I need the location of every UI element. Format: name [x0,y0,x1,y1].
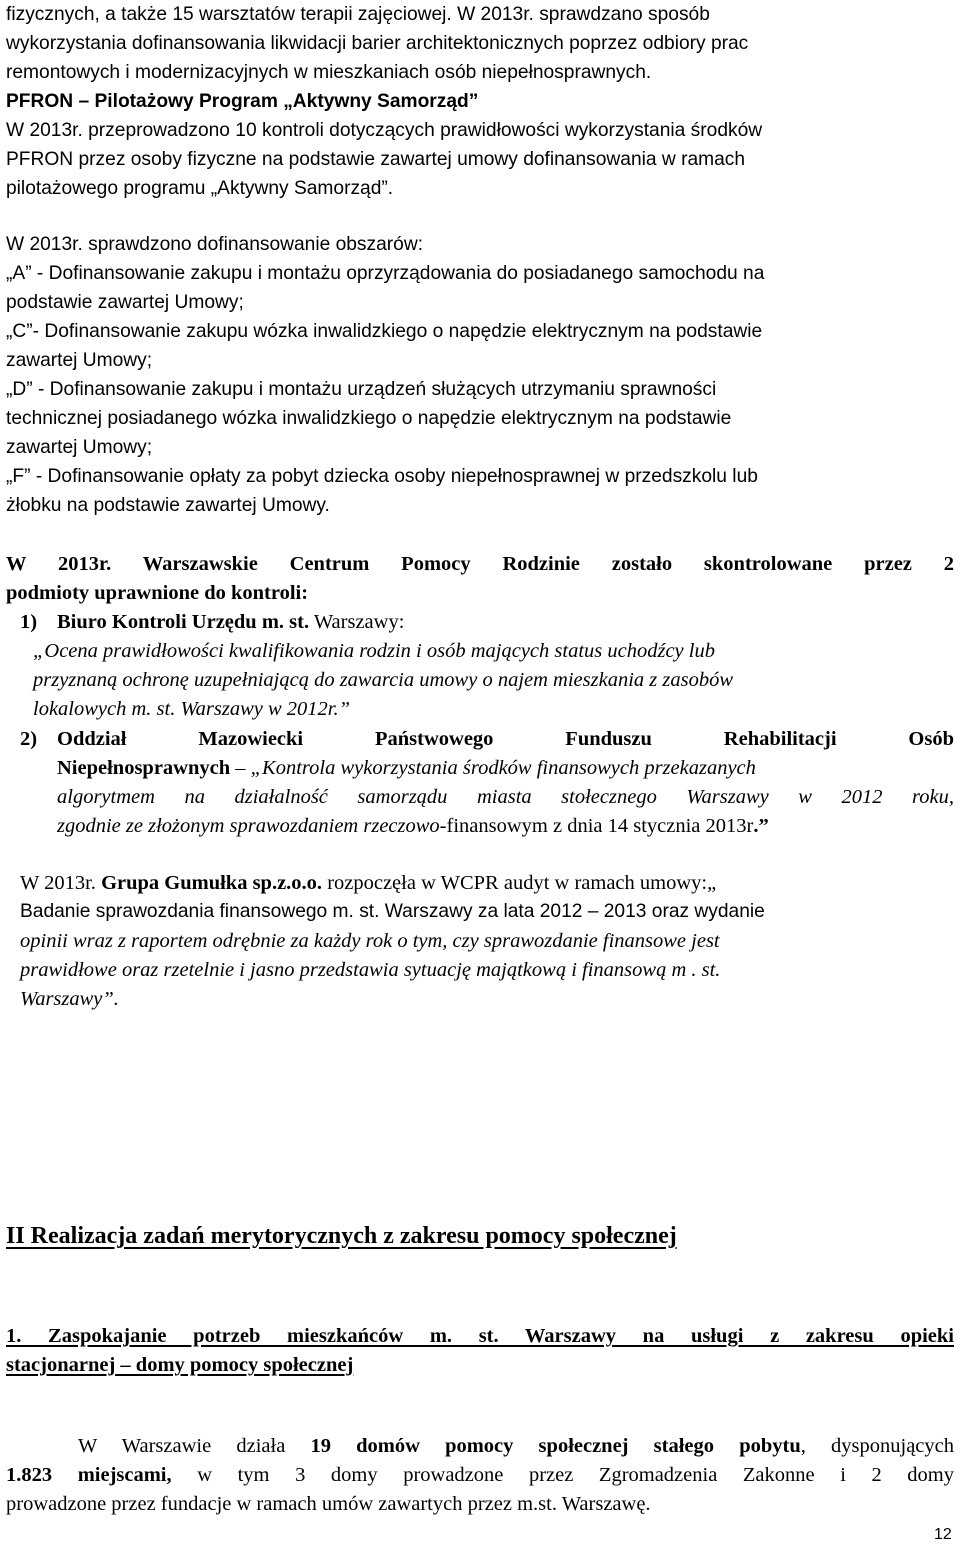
area-c-line: „C”- Dofinansowanie zakupu wózka inwalidzkiego o napędzie elektrycznym na podstawie [6,321,763,342]
dps-text: W Warszawie działa [78,1435,311,1457]
page-number: 12 [934,1526,952,1543]
paragraph-line: pilotażowego programu „Aktywny Samorząd”. [6,178,394,199]
list-item-1-org: Biuro Kontroli Urzędu m. st. [57,611,310,633]
quote-line: algorytmem na działalność samorządu miasta stołecznego Warszawy w 2012 roku, [57,786,954,808]
area-d-line: technicznej posiadanego wózka inwalidzkiego o napędzie elektrycznym na podstawie [6,408,732,429]
paragraph-line: remontowych i modernizacyjnych w mieszkaniach osób niepełnosprawnych. [6,62,652,83]
wcpr-line: podmioty uprawnione do kontroli: [6,582,309,604]
quote-part: zgodnie ze złożonym sprawozdaniem rzeczowo- [57,815,447,837]
paragraph-line: fizycznych, a także 15 warsztatów terapii zajęciowej. W 2013r. sprawdzano sposób [6,4,710,25]
list-item-2-line [57,754,954,782]
areas-intro: W 2013r. sprawdzono dofinansowanie obszarów: [6,234,424,255]
area-c-line: zawartej Umowy; [6,350,153,371]
list-item-2-org-cont: Niepełnosprawnych [57,757,231,779]
section-heading: II Realizacja zadań merytorycznych z zakresu pomocy społecznej [6,1223,677,1249]
list-item-2-org: Oddział Mazowiecki Państwowego Funduszu Rehabilitacji Osób [57,728,954,750]
audit-quote-line: opinii wraz z raportem odrębnie za każdy rok o tym, czy sprawozdanie finansowe jest [20,930,720,952]
list-item-1 [57,608,404,636]
quote-part: finansowym z dnia 14 stycznia 2013r [446,815,754,837]
dps-line: prowadzone przez fundacje w ramach umów zawartych przez m.st. Warszawę. [6,1493,651,1515]
quote-line [57,812,769,840]
audit-quote-line: Warszawy”. [20,988,119,1010]
paragraph-line: wykorzystania dofinansowania likwidacji barier architektonicznych poprzez odbiory prac [6,33,749,54]
list-item-1-rest: Warszawy: [309,611,405,633]
area-f-line: „F” - Dofinansowanie opłaty za pobyt dziecka osoby niepełnosprawnej w przedszkolu lub [6,466,758,487]
audit-year: W 2013r. [20,872,102,894]
audit-text: rozpoczęła w WCPR audyt w ramach umowy:„ [322,872,717,894]
dps-text: w tym 3 domy prowadzone przez Zgromadzenia Zakonne i 2 domy [171,1464,954,1486]
quote-line: „Ocena prawidłowości kwalifikowania rodzin i osób mających status uchodźcy lub [33,640,715,662]
area-d-line: „D” - Dofinansowanie zakupu i montażu urządzeń służących utrzymaniu sprawności [6,379,717,400]
dps-line [78,1432,954,1460]
paragraph-line: W 2013r. przeprowadzono 10 kontroli dotyczących prawidłowości wykorzystania środków [6,120,763,141]
dps-places: 1.823 miejscami, [6,1464,172,1486]
area-a-line: podstawie zawartej Umowy; [6,292,244,313]
dps-count: 19 domów pomocy społecznej stałego pobytu [310,1435,801,1457]
dps-line [6,1461,954,1489]
quote-line: przyznaną ochronę uzupełniającą do zawarcia umowy o najem mieszkania z zasobów [33,669,734,691]
dps-text: , dysponujących [800,1435,954,1457]
audit-line: Badanie sprawozdania finansowego m. st. Warszawy za lata 2012 – 2013 oraz wydanie [20,901,765,922]
quote-start: „Kontrola wykorzystania środków finansowych przekazanych [250,757,756,779]
list-number: 2) [20,728,38,750]
quote-line: lokalowych m. st. Warszawy w 2012r.” [33,698,351,720]
quote-end: .” [753,815,769,837]
area-a-line: „A” - Dofinansowanie zakupu i montażu oprzyrządowania do posiadanego samochodu na [6,263,765,284]
area-d-line: zawartej Umowy; [6,437,153,458]
subsection-heading: stacjonarnej – domy pomocy społecznej [6,1354,354,1376]
audit-company: Grupa Gumułka sp.z.o.o. [101,872,323,894]
area-f-line: żłobku na podstawie zawartej Umowy. [6,495,330,516]
wcpr-line: W 2013r. Warszawskie Centrum Pomocy Rodzinie zostało skontrolowane przez 2 [6,553,954,575]
audit-line [20,869,716,897]
subsection-heading: 1. Zaspokajanie potrzeb mieszkańców m. st. Warszawy na usługi z zakresu opieki [6,1325,954,1347]
audit-quote-line: prawidłowe oraz rzetelnie i jasno przedstawia sytuację majątkową i finansową m . st. [20,959,721,981]
dash: – [230,757,251,779]
paragraph-line: PFRON przez osoby fizyczne na podstawie zawartej umowy dofinansowania w ramach [6,149,746,170]
list-number: 1) [20,611,38,633]
pfron-heading: PFRON – Pilotażowy Program „Aktywny Samorząd” [6,91,479,112]
